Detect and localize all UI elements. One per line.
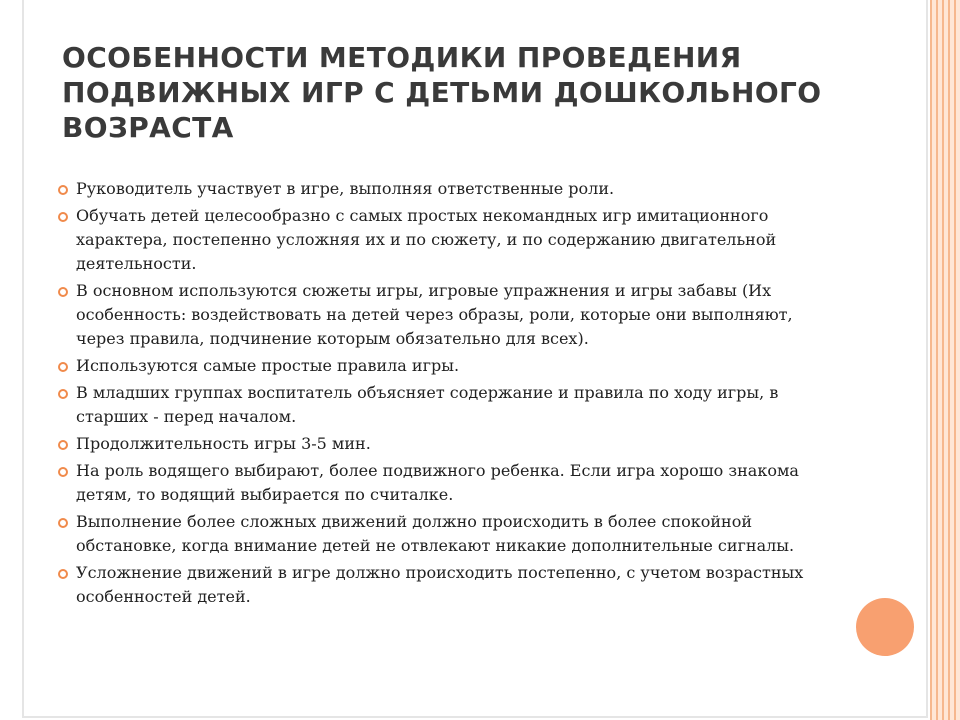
decorative-orange-circle	[856, 598, 914, 656]
bullet-text: На роль водящего выбирают, более подвижного ребенка. Если игра хорошо знакома детям, то водящий выбирается по считалке.	[76, 461, 799, 504]
decorative-stripe-band	[930, 0, 960, 720]
circle-bullet-icon	[58, 467, 68, 477]
circle-bullet-icon	[58, 287, 68, 297]
circle-bullet-icon	[58, 569, 68, 579]
bullet-item	[58, 279, 818, 351]
bullet-text: В основном используются сюжеты игры, игровые упражнения и игры забавы (Их особенность: воздействовать на детей через образы, роли, которые они выполняют, через правила, подчинение которым обязательно для всех).	[76, 281, 793, 348]
bullet-text: В младших группах воспитатель объясняет содержание и правила по ходу игры, в старших - перед началом.	[76, 383, 779, 426]
circle-bullet-icon	[58, 212, 68, 222]
circle-bullet-icon	[58, 185, 68, 195]
circle-bullet-icon	[58, 518, 68, 528]
bullet-item	[58, 561, 818, 609]
bullet-item	[58, 432, 818, 456]
bullet-item	[58, 381, 818, 429]
title-line-2: ПОДВИЖНЫХ ИГР С ДЕТЬМИ ДОШКОЛЬНОГО	[62, 76, 822, 109]
circle-bullet-icon	[58, 440, 68, 450]
circle-bullet-icon	[58, 362, 68, 372]
slide-title	[62, 40, 862, 145]
bullet-list	[58, 177, 818, 612]
title-line-3: ВОЗРАСТА	[62, 111, 234, 144]
circle-bullet-icon	[58, 389, 68, 399]
title-line-1: ОСОБЕННОСТИ МЕТОДИКИ ПРОВЕДЕНИЯ	[62, 41, 742, 74]
bullet-item	[58, 459, 818, 507]
bullet-text: Обучать детей целесообразно с самых простых некомандных игр имитационного характера, постепенно усложняя их и по сюжету, и по содержанию двигательной деятельности.	[76, 206, 777, 273]
bullet-item	[58, 204, 818, 276]
bullet-text: Руководитель участвует в игре, выполняя ответственные роли.	[76, 179, 615, 198]
bullet-text: Используются самые простые правила игры.	[76, 356, 460, 375]
bullet-item	[58, 177, 818, 201]
bullet-item	[58, 354, 818, 378]
bullet-text: Выполнение более сложных движений должно происходить в более спокойной обстановке, когда внимание детей не отвлекают никакие дополнительные сигналы.	[76, 512, 795, 555]
bullet-text: Продолжительность игры 3-5 мин.	[76, 434, 371, 453]
bullet-item	[58, 510, 818, 558]
bullet-text: Усложнение движений в игре должно происходить постепенно, с учетом возрастных особенностей детей.	[76, 563, 804, 606]
